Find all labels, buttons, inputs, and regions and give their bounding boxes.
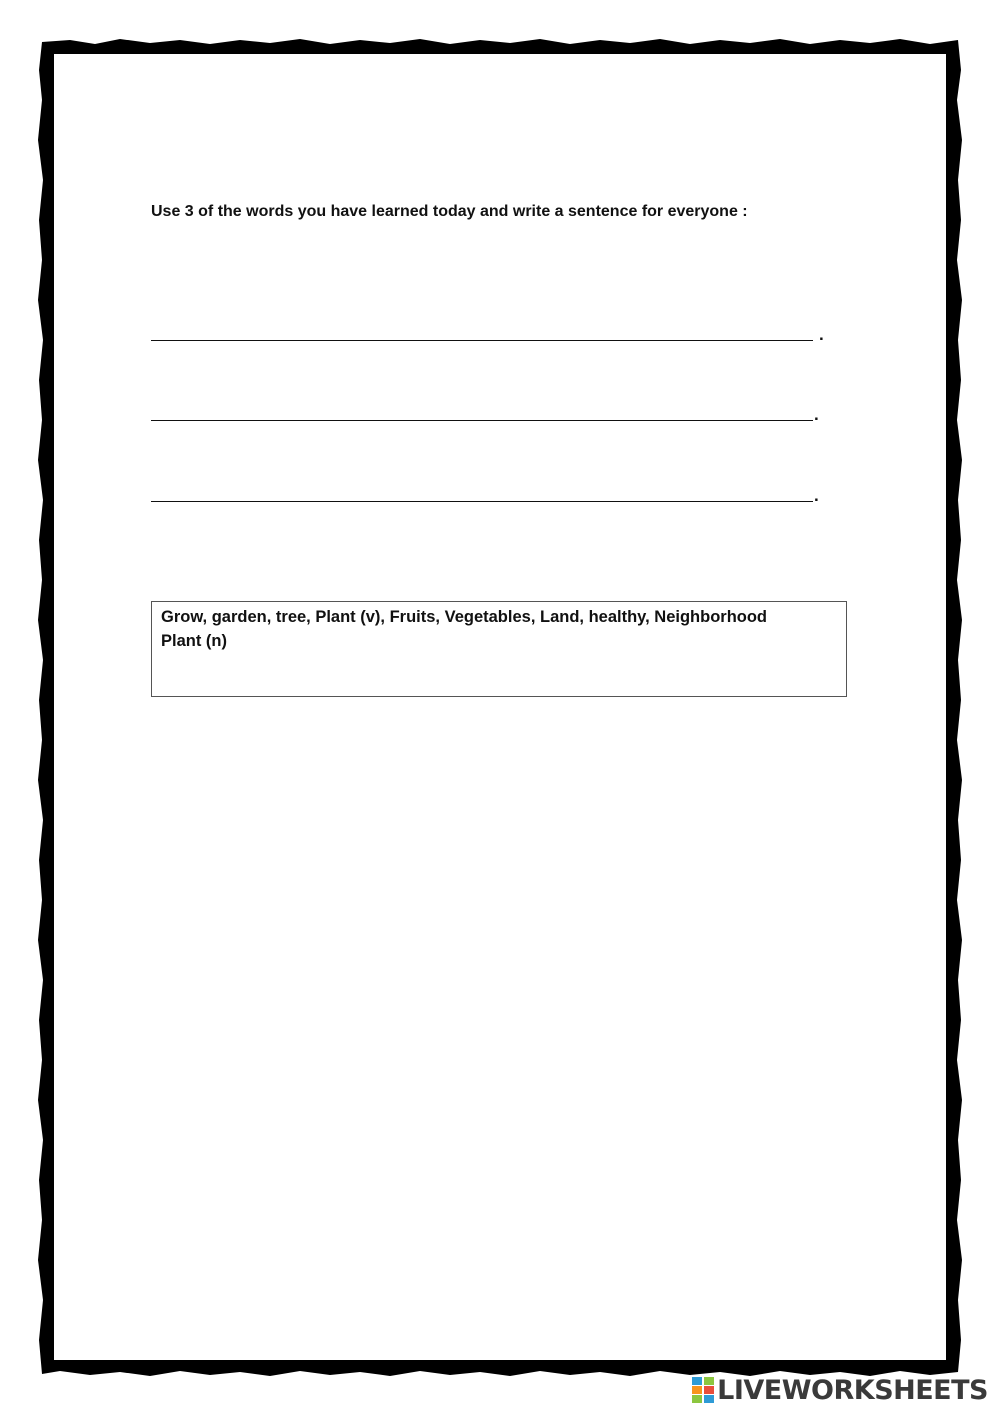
- answer-blank-2[interactable]: [151, 420, 813, 421]
- answer-line-2[interactable]: [151, 401, 819, 425]
- answer-period-2: .: [814, 405, 819, 424]
- answer-line-1[interactable]: [151, 321, 824, 345]
- word-bank-line-1: Grow, garden, tree, Plant (v), Fruits, Vegetables, Land, healthy, Neighborhood: [161, 608, 768, 626]
- liveworksheets-blocks-icon: [692, 1377, 714, 1403]
- word-bank-box: [151, 601, 847, 697]
- answer-line-3[interactable]: [151, 482, 819, 506]
- worksheet-instruction: Use 3 of the words you have learned today and write a sentence for everyone :: [151, 203, 748, 220]
- answer-period-1: .: [819, 325, 824, 344]
- word-bank-line-2: Plant (n): [161, 632, 227, 650]
- liveworksheets-logo: [692, 1372, 988, 1408]
- answer-period-3: .: [814, 486, 819, 505]
- answer-blank-3[interactable]: [151, 501, 813, 502]
- liveworksheets-wordmark: LIVEWORKSHEETS: [717, 1374, 988, 1406]
- answer-blank-1[interactable]: [151, 340, 813, 341]
